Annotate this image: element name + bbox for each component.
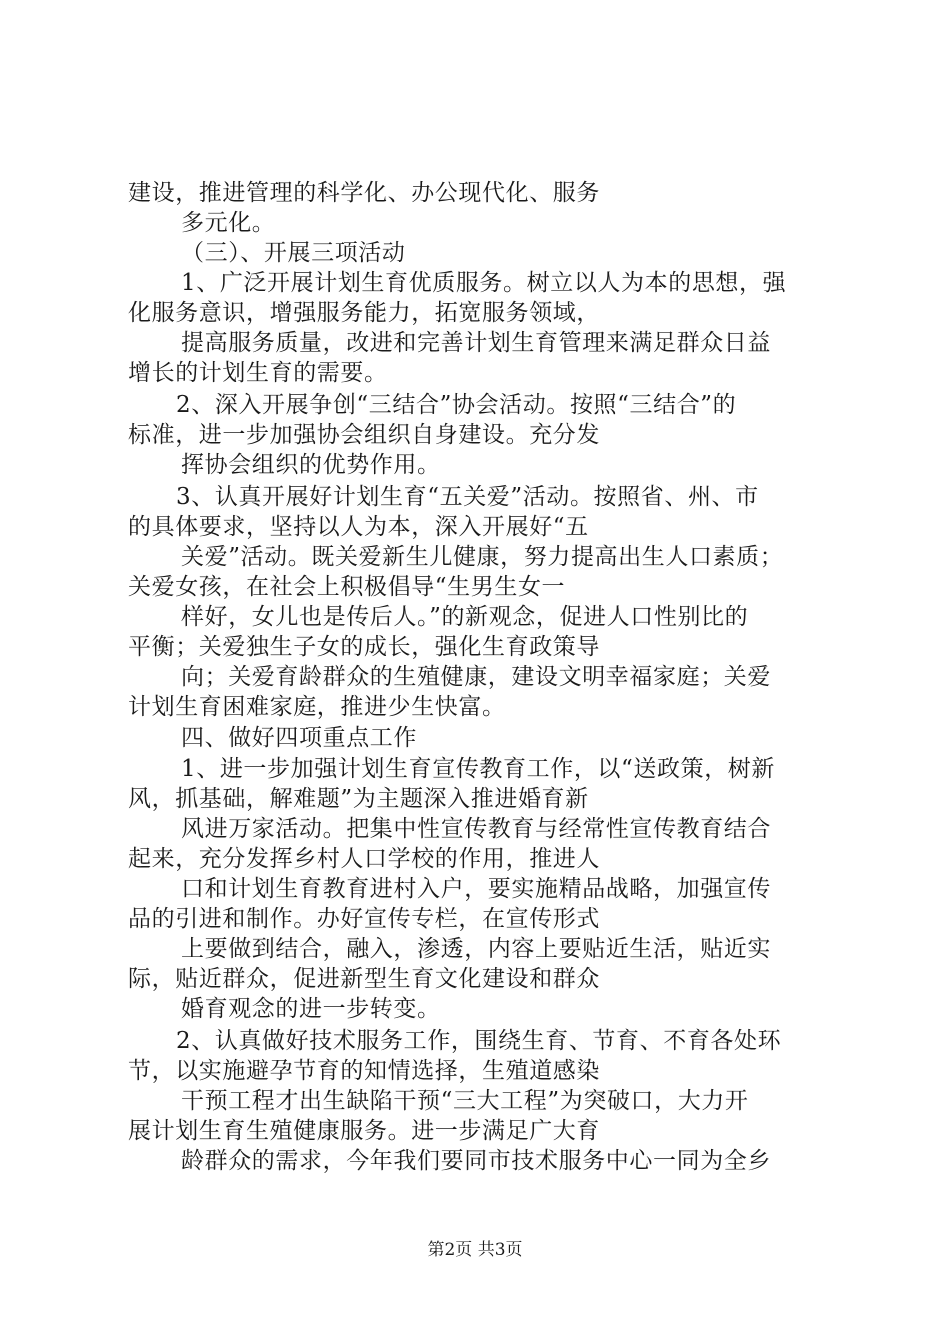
text-line: 样好，女儿也是传后人。”的新观念，促进人口性别比的 — [181, 604, 749, 630]
text-line: 节，以实施避孕节育的知情选择，生殖道感染 — [128, 1058, 600, 1084]
text-line: 多元化。 — [181, 210, 276, 236]
text-line: 关爱女孩，在社会上积极倡导“生男生女一 — [128, 574, 566, 600]
text-line: 2、深入开展争创“三结合”协会活动。按照“三结合”的 — [176, 392, 737, 418]
text-line: 际，贴近群众，促进新型生育文化建设和群众 — [128, 966, 600, 992]
text-line: 风，抓基础，解难题”为主题深入推进婚育新 — [128, 786, 589, 812]
text-line: 增长的计划生育的需要。 — [128, 360, 388, 386]
text-line: 计划生育困难家庭，推进少生快富。 — [128, 694, 506, 720]
text-line: 起来，充分发挥乡村人口学校的作用，推进人 — [128, 846, 600, 872]
text-line: 的具体要求，坚持以人为本，深入开展好“五 — [128, 514, 589, 540]
text-line: 关爱”活动。既关爱新生儿健康，努力提高出生人口素质； — [181, 544, 784, 570]
text-line: 1、进一步加强计划生育宣传教育工作，以“送政策，树新 — [181, 756, 775, 782]
text-line: 龄群众的需求，今年我们要同市技术服务中心一同为全乡 — [181, 1148, 771, 1174]
text-line: 2、认真做好技术服务工作，围绕生育、节育、不育各处环 — [176, 1028, 782, 1054]
text-line: 口和计划生育教育进村入户，要实施精品战略，加强宣传 — [181, 876, 771, 902]
text-line: 标准，进一步加强协会组织自身建设。充分发 — [128, 422, 600, 448]
page-number-footer: 第2页 共3页 — [427, 1240, 523, 1260]
section-heading: （三）、开展三项活动 — [181, 240, 406, 266]
text-line: 品的引进和制作。办好宣传专栏，在宣传形式 — [128, 906, 600, 932]
text-line: 1、广泛开展计划生育优质服务。树立以人为本的思想，强 — [181, 270, 787, 296]
text-line: 干预工程才出生缺陷干预“三大工程”为突破口，大力开 — [181, 1088, 749, 1114]
text-line: 化服务意识，增强服务能力，拓宽服务领域， — [128, 300, 600, 326]
text-line: 上要做到结合，融入，渗透，内容上要贴近生活，贴近实 — [181, 936, 771, 962]
text-line: 婚育观念的进一步转变。 — [181, 996, 441, 1022]
text-line: 提高服务质量，改进和完善计划生育管理来满足群众日益 — [181, 330, 771, 356]
text-line: 平衡；关爱独生子女的成长，强化生育政策导 — [128, 634, 600, 660]
text-line: 3、认真开展好计划生育“五关爱”活动。按照省、州、市 — [176, 484, 759, 510]
text-line: 挥协会组织的优势作用。 — [181, 452, 441, 478]
text-line: 风进万家活动。把集中性宣传教育与经常性宣传教育结合 — [181, 816, 771, 842]
section-heading: 四、做好四项重点工作 — [181, 725, 417, 751]
text-line: 展计划生育生殖健康服务。进一步满足广大育 — [128, 1118, 600, 1144]
text-line: 建设，推进管理的科学化、办公现代化、服务 — [128, 180, 600, 206]
text-line: 向；关爱育龄群众的生殖健康，建设文明幸福家庭；关爱 — [181, 664, 771, 690]
